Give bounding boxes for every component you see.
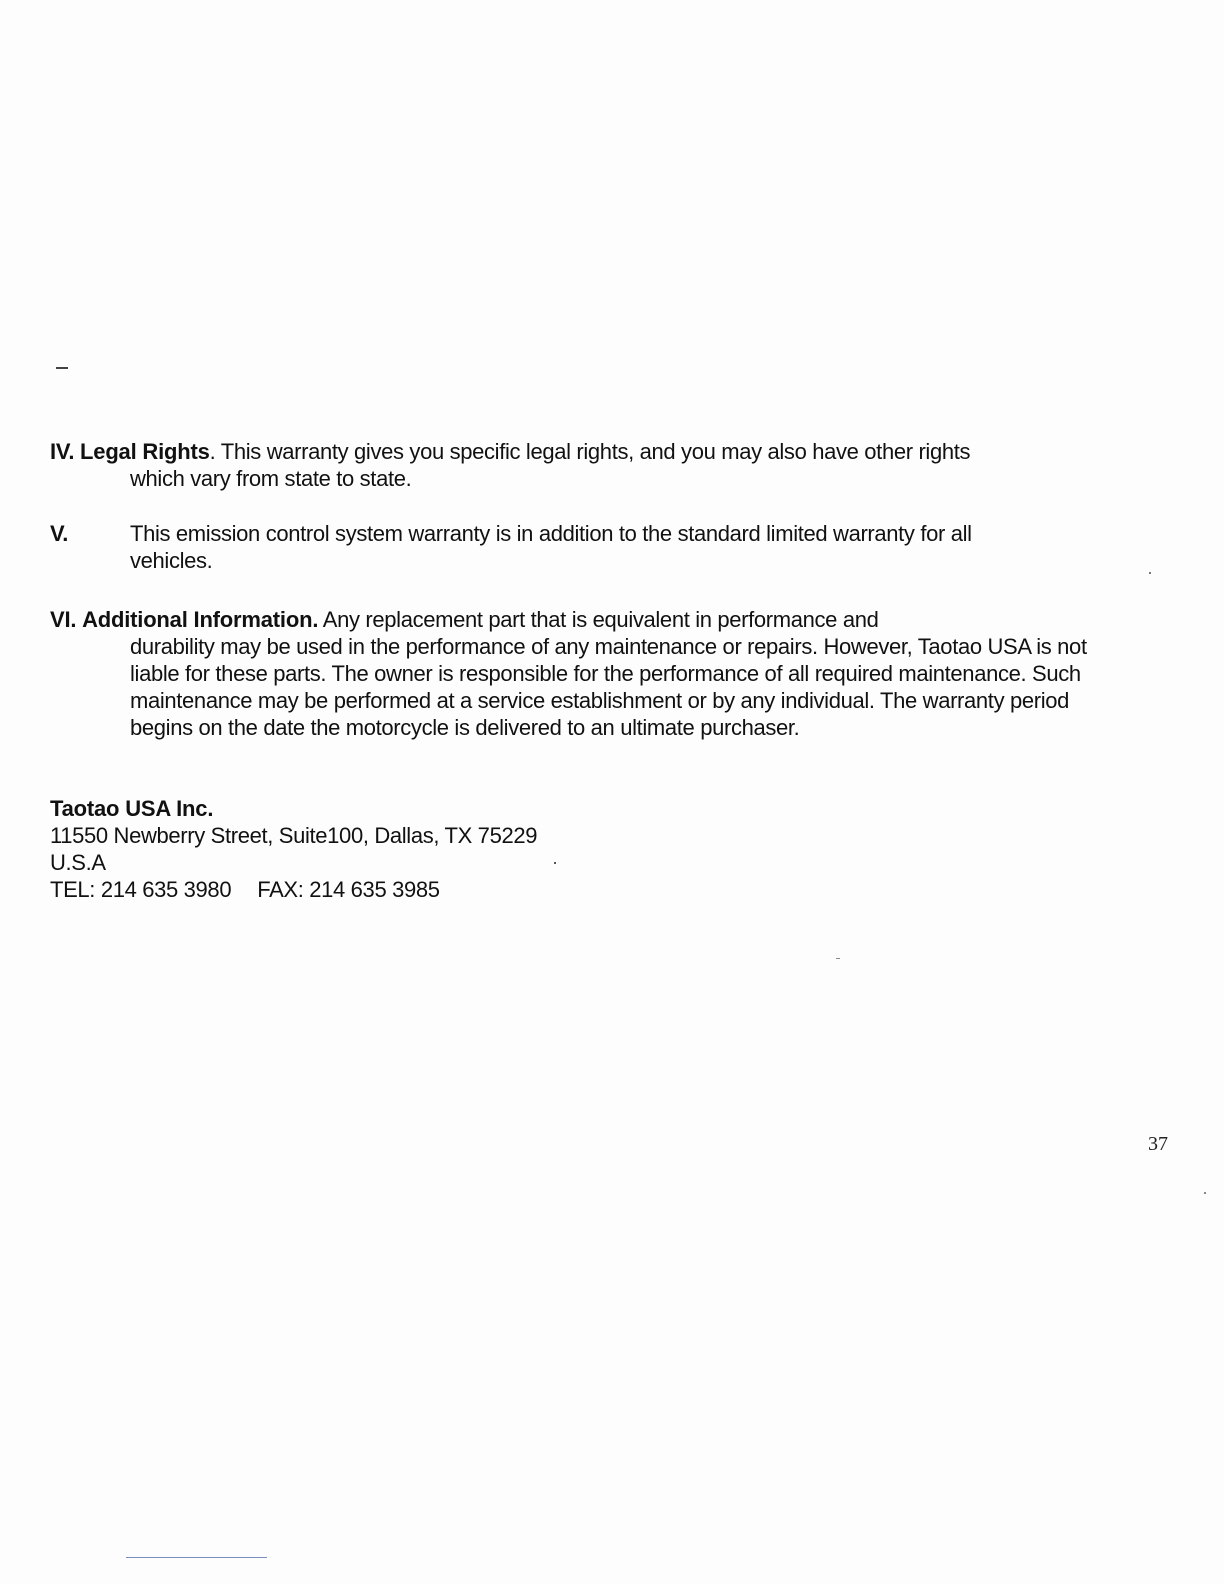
company-tel: TEL: 214 635 3980 [50,877,232,902]
footer-rule [126,1557,267,1558]
section-iv-legal-rights [50,438,1130,492]
section-vi-continuation: durability may be used in the performance of any maintenance or repairs. However, Taotao USA is not liable for these parts. The owner is responsible for the performance of all required maintenance. Such maintenance may be performed at a service establishment or by any individual. The warranty period begins on the date the motorcycle is delivered to an ultimate purchaser. [130,634,1087,740]
section-iv-continuation: which vary from state to state. [130,466,412,491]
section-v-continuation: vehicles. [130,548,213,573]
section-v-emission-warranty [50,520,1130,574]
scan-speck [1204,1192,1206,1194]
section-vi-additional-information [50,606,1130,741]
scan-speck [1149,572,1151,574]
section-vi-numeral: VI. [50,607,77,632]
scan-speck [554,862,556,864]
section-iv-heading: Legal Rights [80,439,210,464]
section-v-first-line [50,520,1130,547]
section-vi-first-line [50,606,1130,633]
scan-speck [836,958,840,959]
section-iv-first-line [50,438,1130,465]
section-vi-heading: Additional Information. [82,607,319,632]
company-address-block [50,795,537,903]
section-iv-numeral: IV. [50,439,75,464]
company-contact-line [50,876,537,903]
section-iv-text: . This warranty gives you specific legal rights, and you may also have other rights [209,439,971,464]
page-number: 37 [1148,1133,1168,1155]
company-street: 11550 Newberry Street, Suite100, Dallas, TX 75229 [50,823,538,848]
company-fax: FAX: 214 635 3985 [257,877,440,902]
scan-mark [56,367,68,369]
section-v-text: This emission control system warranty is in addition to the standard limited warranty for all [130,521,972,546]
section-v-numeral: V. [50,521,69,546]
company-country: U.S.A [50,850,106,875]
section-vi-text: Any replacement part that is equivalent in performance and [318,607,879,632]
company-name: Taotao USA Inc. [50,796,214,821]
